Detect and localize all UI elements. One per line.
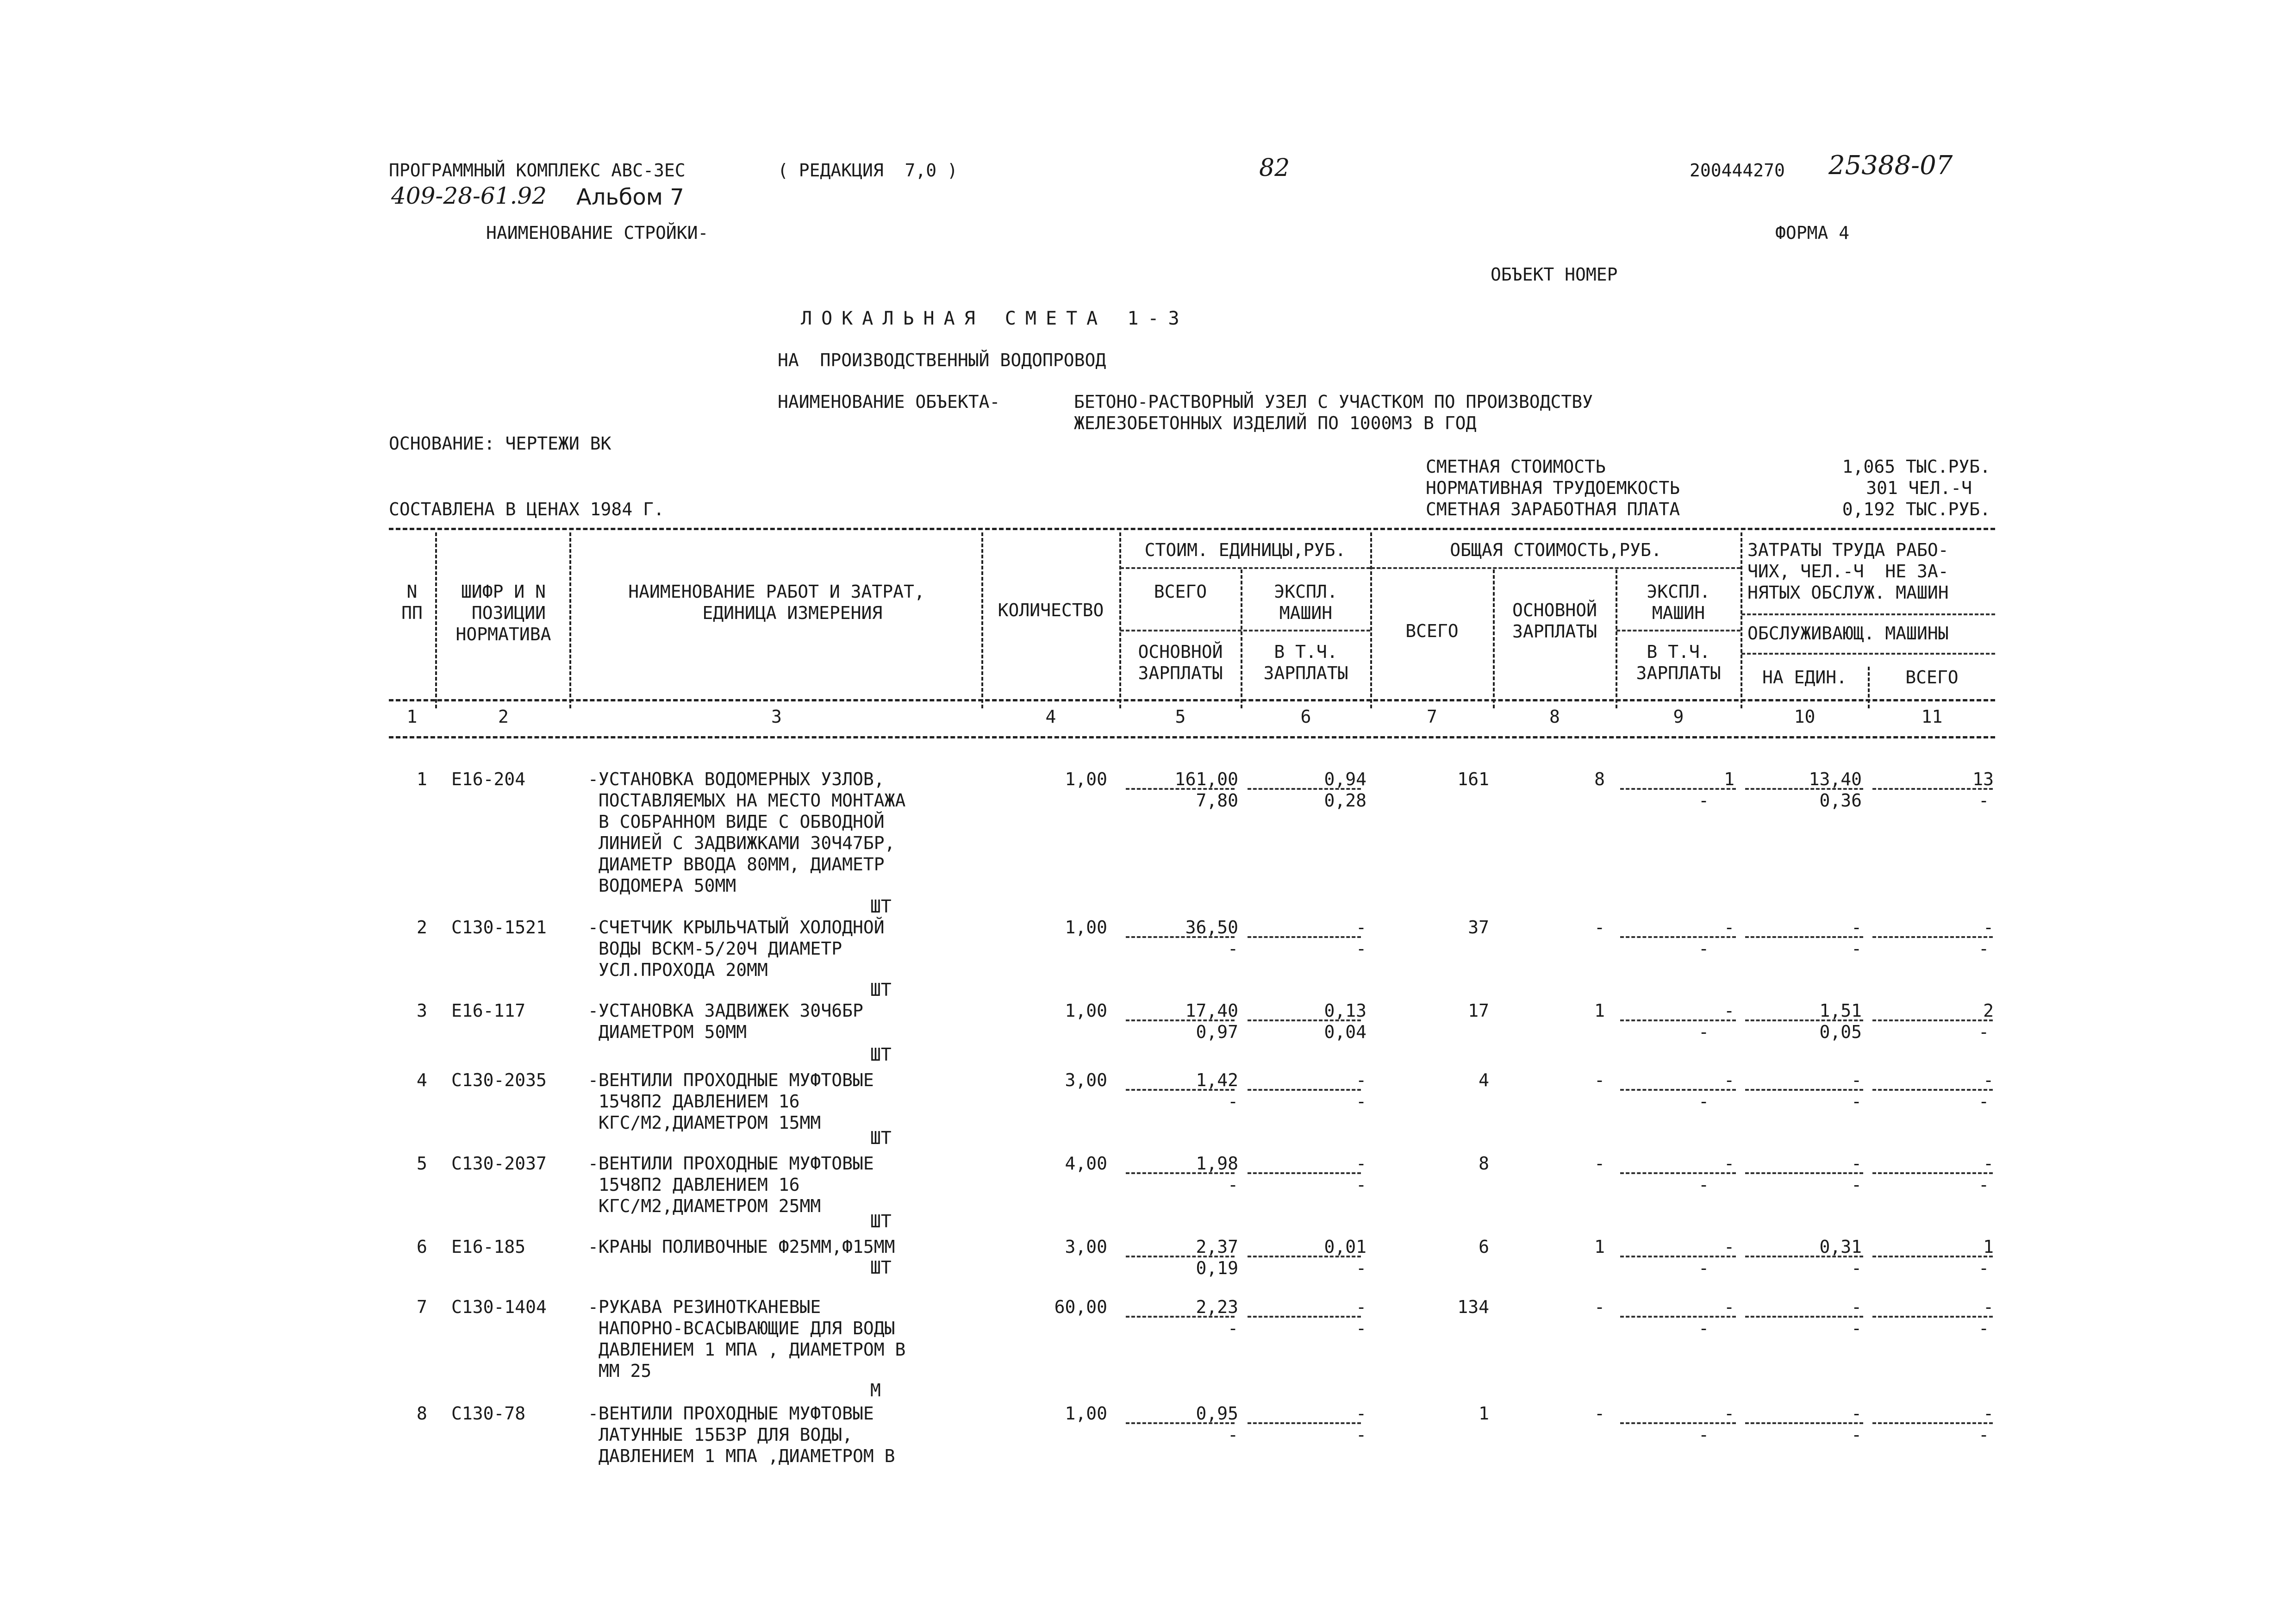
row-code: Е16-117 xyxy=(451,1000,526,1021)
row-name: -РУКАВА РЕЗИНОТКАНЕВЫЕ НАПОРНО-ВСАСЫВАЮЩИЕ ДЛЯ ВОДЫ ДАВЛЕНИЕМ 1 МПА , ДИАМЕТРОМ В ММ 25 xyxy=(588,1297,906,1381)
row-number: 5 xyxy=(417,1153,427,1174)
row-total-incl-wage: - xyxy=(1698,1425,1709,1445)
group-rule xyxy=(1120,567,1370,569)
col-number: 6 xyxy=(1300,706,1311,727)
th-unit-incl-wage: В Т.Ч. ЗАРПЛАТЫ xyxy=(1263,642,1348,683)
row-number: 8 xyxy=(417,1403,427,1424)
page-number: 82 xyxy=(1259,154,1290,182)
th-labor-service: ОБСЛУЖИВАЮЩ. МАШИНЫ xyxy=(1747,623,1949,644)
row-quantity: 4,00 xyxy=(1065,1153,1107,1174)
summary-label-labor: НОРМАТИВНАЯ ТРУДОЕМКОСТЬ xyxy=(1426,478,1680,498)
row-unit-incl-wage: 0,28 xyxy=(1324,790,1366,811)
row-quantity: 3,00 xyxy=(1065,1070,1107,1090)
row-unit-expl: - xyxy=(1356,1297,1366,1317)
row-unit-incl-wage: - xyxy=(1356,1258,1366,1278)
row-total-expl: - xyxy=(1724,1153,1734,1174)
row-unit-expl: - xyxy=(1356,917,1366,938)
group-rule xyxy=(1371,567,1741,569)
row-total-expl: - xyxy=(1724,1237,1734,1257)
row-labor-total: - xyxy=(1983,917,1994,938)
row-number: 1 xyxy=(417,769,427,789)
th-code: ШИФР И N ПОЗИЦИИ НОРМАТИВА xyxy=(455,581,551,644)
row-number: 2 xyxy=(417,917,427,938)
row-unit-total: 1,98 xyxy=(1196,1153,1238,1174)
row-unit-wage: - xyxy=(1228,1091,1238,1112)
row-labor-unit-service: - xyxy=(1851,1318,1862,1338)
th-total-all: ВСЕГО xyxy=(1405,621,1459,641)
summary-value-cost: 1,065 ТЫС.РУБ. xyxy=(1842,456,1990,477)
basis-label: ОСНОВАНИЕ: ЧЕРТЕЖИ ВК xyxy=(389,433,611,454)
numbers-rule xyxy=(389,736,1995,738)
row-labor-total: - xyxy=(1983,1070,1994,1090)
row-unit-total: 1,42 xyxy=(1196,1070,1238,1090)
row-total-wage: - xyxy=(1594,917,1605,938)
row-quantity: 3,00 xyxy=(1065,1237,1107,1257)
row-total-all: 6 xyxy=(1479,1237,1489,1257)
row-total-wage: 1 xyxy=(1594,1000,1605,1021)
row-number: 4 xyxy=(417,1070,427,1090)
row-total-wage: - xyxy=(1594,1070,1605,1090)
row-labor-unit-service: - xyxy=(1851,938,1862,959)
row-total-expl: - xyxy=(1724,1403,1734,1424)
row-unit: ШТ xyxy=(870,1211,892,1232)
row-unit-total: 17,40 xyxy=(1185,1000,1238,1021)
row-labor-total-service: - xyxy=(1978,1091,1989,1112)
row-unit-wage: 0,19 xyxy=(1196,1258,1238,1278)
row-unit-expl: - xyxy=(1356,1403,1366,1424)
row-code: С130-1404 xyxy=(451,1297,547,1317)
page-subtitle: НА ПРОИЗВОДСТВЕННЫЙ ВОДОПРОВОД xyxy=(778,350,1106,370)
th-name: НАИМЕНОВАНИЕ РАБОТ И ЗАТРАТ, ЕДИНИЦА ИЗМЕРЕНИЯ xyxy=(628,581,925,623)
col-number: 8 xyxy=(1549,706,1560,727)
row-unit-wage: - xyxy=(1228,1425,1238,1445)
row-labor-unit-service: 0,05 xyxy=(1819,1022,1862,1042)
col-number: 3 xyxy=(771,706,782,727)
th-total-incl-wage: В Т.Ч. ЗАРПЛАТЫ xyxy=(1636,642,1721,683)
row-name: -ВЕНТИЛИ ПРОХОДНЫЕ МУФТОВЫЕ 15Ч8П2 ДАВЛЕНИЕМ 16 КГС/М2,ДИАМЕТРОМ 15ММ xyxy=(588,1070,874,1133)
row-number: 3 xyxy=(417,1000,427,1021)
col-number: 2 xyxy=(498,706,509,727)
row-number: 7 xyxy=(417,1297,427,1317)
row-labor-unit: - xyxy=(1851,1070,1862,1090)
row-unit-wage: - xyxy=(1228,1318,1238,1338)
document-code: 200444270 xyxy=(1690,160,1785,181)
row-labor-total: - xyxy=(1983,1297,1994,1317)
row-labor-unit: - xyxy=(1851,1403,1862,1424)
summary-value-wage: 0,192 ТЫС.РУБ. xyxy=(1842,499,1990,519)
row-labor-total-service: - xyxy=(1978,1258,1989,1278)
row-total-incl-wage: - xyxy=(1698,790,1709,811)
handwritten-code: 25388-07 xyxy=(1828,150,1953,181)
row-unit: М xyxy=(870,1380,881,1400)
row-unit-wage: - xyxy=(1228,1175,1238,1195)
th-total-wage: ОСНОВНОЙ ЗАРПЛАТЫ xyxy=(1512,600,1597,642)
row-labor-unit-service: - xyxy=(1851,1258,1862,1278)
row-name: -УСТАНОВКА ВОДОМЕРНЫХ УЗЛОВ, ПОСТАВЛЯЕМЫХ НА МЕСТО МОНТАЖА В СОБРАННОМ ВИДЕ С ОБВОДНОЙ ЛИНИЕЙ С ЗАДВИЖКАМИ 30Ч47БР, ДИАМЕТР ВВОДА 80ММ, ДИАМЕТР ВОДОМЕРА 50ММ xyxy=(588,769,906,896)
row-total-all: 4 xyxy=(1479,1070,1489,1090)
row-labor-unit: 0,31 xyxy=(1819,1237,1862,1257)
col-number: 9 xyxy=(1673,706,1684,727)
col-divider xyxy=(435,532,437,708)
row-labor-total-service: - xyxy=(1978,1318,1989,1338)
row-unit: ШТ xyxy=(870,1257,892,1278)
row-labor-total-service: - xyxy=(1978,1425,1989,1445)
row-quantity: 1,00 xyxy=(1065,1403,1107,1424)
row-name: -ВЕНТИЛИ ПРОХОДНЫЕ МУФТОВЫЕ 15Ч8П2 ДАВЛЕНИЕМ 16 КГС/М2,ДИАМЕТРОМ 25ММ xyxy=(588,1153,874,1216)
row-code: С130-78 xyxy=(451,1403,526,1424)
row-unit-total: 36,50 xyxy=(1185,917,1238,938)
summary-label-wage: СМЕТНАЯ ЗАРАБОТНАЯ ПЛАТА xyxy=(1426,499,1680,519)
row-total-wage: - xyxy=(1594,1297,1605,1317)
row-unit-wage: 0,97 xyxy=(1196,1022,1238,1042)
group-rule xyxy=(1616,630,1741,631)
row-unit-incl-wage: 0,04 xyxy=(1324,1022,1366,1042)
row-total-wage: 8 xyxy=(1594,769,1605,789)
row-labor-unit: - xyxy=(1851,917,1862,938)
row-total-incl-wage: - xyxy=(1698,1091,1709,1112)
row-labor-total: - xyxy=(1983,1403,1994,1424)
row-labor-total: 13 xyxy=(1972,769,1994,789)
row-unit-total: 0,95 xyxy=(1196,1403,1238,1424)
row-labor-unit-service: 0,36 xyxy=(1819,790,1862,811)
row-unit-wage: - xyxy=(1228,938,1238,959)
group-rule xyxy=(1741,613,1995,615)
row-code: Е16-185 xyxy=(451,1237,526,1257)
row-total-incl-wage: - xyxy=(1698,1022,1709,1042)
row-labor-unit: 1,51 xyxy=(1819,1000,1862,1021)
summary-value-labor: 301 ЧЕЛ.-Ч xyxy=(1866,478,1972,498)
th-unit-cost-group: СТОИМ. ЕДИНИЦЫ,РУБ. xyxy=(1144,540,1346,560)
summary-label-cost: СМЕТНАЯ СТОИМОСТЬ xyxy=(1426,456,1606,477)
row-total-all: 17 xyxy=(1468,1000,1489,1021)
row-labor-unit: - xyxy=(1851,1153,1862,1174)
prices-label: СОСТАВЛЕНА В ЦЕНАХ 1984 Г. xyxy=(389,499,664,519)
row-name: -ВЕНТИЛИ ПРОХОДНЫЕ МУФТОВЫЕ ЛАТУННЫЕ 15Б3Р ДЛЯ ВОДЫ, ДАВЛЕНИЕМ 1 МПА ,ДИАМЕТРОМ В xyxy=(588,1403,895,1466)
construction-label: НАИМЕНОВАНИЕ СТРОЙКИ- xyxy=(486,223,709,243)
object-name-label: НАИМЕНОВАНИЕ ОБЪЕКТА- xyxy=(778,392,1000,412)
row-labor-total-service: - xyxy=(1978,1175,1989,1195)
row-total-expl: 1 xyxy=(1724,769,1734,789)
row-unit-wage: 7,80 xyxy=(1196,790,1238,811)
row-total-all: 8 xyxy=(1479,1153,1489,1174)
row-labor-total: - xyxy=(1983,1153,1994,1174)
th-unit-total: ВСЕГО xyxy=(1154,581,1207,602)
row-total-incl-wage: - xyxy=(1698,1175,1709,1195)
th-quantity: КОЛИЧЕСТВО xyxy=(998,600,1104,620)
row-code: С130-2037 xyxy=(451,1153,547,1174)
col-divider xyxy=(569,532,571,708)
row-unit: ШТ xyxy=(870,896,892,917)
row-name: -СЧЕТЧИК КРЫЛЬЧАТЫЙ ХОЛОДНОЙ ВОДЫ ВСКМ-5/20Ч ДИАМЕТР УСЛ.ПРОХОДА 20ММ xyxy=(588,917,885,980)
row-unit-incl-wage: - xyxy=(1356,1175,1366,1195)
col-number: 5 xyxy=(1175,706,1186,727)
row-total-all: 1 xyxy=(1479,1403,1489,1424)
row-total-all: 161 xyxy=(1457,769,1489,789)
row-total-expl: - xyxy=(1724,1000,1734,1021)
th-labor-unit: НА ЕДИН. xyxy=(1762,667,1847,688)
row-quantity: 1,00 xyxy=(1065,769,1107,789)
row-labor-total-service: - xyxy=(1978,1022,1989,1042)
object-name-line-1: БЕТОНО-РАСТВОРНЫЙ УЗЕЛ С УЧАСТКОМ ПО ПРОИЗВОДСТВУ xyxy=(1074,392,1593,412)
row-labor-unit-service: - xyxy=(1851,1091,1862,1112)
program-name: ПРОГРАММНЫЙ КОМПЛЕКС АВС-ЗЕС xyxy=(389,160,686,181)
row-total-expl: - xyxy=(1724,1297,1734,1317)
row-total-all: 37 xyxy=(1468,917,1489,938)
th-labor-total: ВСЕГО xyxy=(1905,667,1959,688)
row-unit-expl: 0,94 xyxy=(1324,769,1366,789)
row-labor-unit: - xyxy=(1851,1297,1862,1317)
row-total-expl: - xyxy=(1724,1070,1734,1090)
row-unit-expl: 0,01 xyxy=(1324,1237,1366,1257)
row-unit-incl-wage: - xyxy=(1356,1091,1366,1112)
group-rule xyxy=(1120,630,1370,631)
col-number: 7 xyxy=(1427,706,1437,727)
row-name: -УСТАНОВКА ЗАДВИЖЕК 30Ч6БР ДИАМЕТРОМ 50ММ xyxy=(588,1000,863,1042)
row-labor-unit-service: - xyxy=(1851,1175,1862,1195)
th-unit-expl: ЭКСПЛ. МАШИН xyxy=(1274,581,1338,623)
page-title: ЛОКАЛЬНАЯ СМЕТА 1-3 xyxy=(801,308,1189,329)
row-total-incl-wage: - xyxy=(1698,1258,1709,1278)
row-total-incl-wage: - xyxy=(1698,938,1709,959)
row-unit: ШТ xyxy=(870,1044,892,1065)
object-name-line-2: ЖЕЛЕЗОБЕТОННЫХ ИЗДЕЛИЙ ПО 1000М3 В ГОД xyxy=(1074,413,1477,433)
row-total-wage: - xyxy=(1594,1153,1605,1174)
row-name: -КРАНЫ ПОЛИВОЧНЫЕ Ф25ММ,Ф15ММ xyxy=(588,1237,895,1257)
form-label: ФОРМА 4 xyxy=(1775,223,1850,243)
row-number: 6 xyxy=(417,1237,427,1257)
th-row-number: N ПП xyxy=(401,581,423,623)
row-unit-total: 2,37 xyxy=(1196,1237,1238,1257)
row-labor-total: 1 xyxy=(1983,1237,1994,1257)
row-unit-incl-wage: - xyxy=(1356,938,1366,959)
row-quantity: 1,00 xyxy=(1065,1000,1107,1021)
row-total-wage: 1 xyxy=(1594,1237,1605,1257)
row-labor-unit-service: - xyxy=(1851,1425,1862,1445)
col-number: 10 xyxy=(1794,706,1816,727)
col-number: 4 xyxy=(1045,706,1056,727)
col-number: 1 xyxy=(406,706,418,727)
row-labor-unit: 13,40 xyxy=(1809,769,1862,789)
row-quantity: 60,00 xyxy=(1054,1297,1107,1317)
row-code: Е16-204 xyxy=(451,769,526,789)
row-unit-expl: - xyxy=(1356,1070,1366,1090)
row-code: С130-2035 xyxy=(451,1070,547,1090)
object-number-label: ОБЪЕКТ НОМЕР xyxy=(1491,264,1618,285)
row-quantity: 1,00 xyxy=(1065,917,1107,938)
row-unit-expl: 0,13 xyxy=(1324,1000,1366,1021)
row-unit: ШТ xyxy=(870,1128,892,1148)
row-unit-expl: - xyxy=(1356,1153,1366,1174)
header-rule xyxy=(389,699,1995,701)
th-unit-wage: ОСНОВНОЙ ЗАРПЛАТЫ xyxy=(1138,642,1223,683)
row-labor-total: 2 xyxy=(1983,1000,1994,1021)
row-labor-total-service: - xyxy=(1978,938,1989,959)
album-label: Альбом 7 xyxy=(576,184,684,210)
th-labor-group: ЗАТРАТЫ ТРУДА РАБО- ЧИХ, ЧЕЛ.-Ч НЕ ЗА- НЯТЫХ ОБСЛУЖ. МАШИН xyxy=(1747,540,1949,603)
row-unit-total: 2,23 xyxy=(1196,1297,1238,1317)
col-number: 11 xyxy=(1921,706,1943,727)
th-total-expl: ЭКСПЛ. МАШИН xyxy=(1647,581,1710,623)
group-rule xyxy=(1741,653,1995,655)
th-total-cost-group: ОБЩАЯ СТОИМОСТЬ,РУБ. xyxy=(1450,540,1662,560)
row-unit-incl-wage: - xyxy=(1356,1318,1366,1338)
row-code: С130-1521 xyxy=(451,917,547,938)
edition: ( РЕДАКЦИЯ 7,0 ) xyxy=(778,160,958,181)
row-labor-total-service: - xyxy=(1978,790,1989,811)
row-unit-incl-wage: - xyxy=(1356,1425,1366,1445)
table-top-rule xyxy=(389,528,1995,530)
row-unit: ШТ xyxy=(870,980,892,1000)
row-total-expl: - xyxy=(1724,917,1734,938)
row-total-incl-wage: - xyxy=(1698,1318,1709,1338)
row-total-all: 134 xyxy=(1457,1297,1489,1317)
handwritten-project: 409-28-61.92 xyxy=(391,182,547,209)
row-total-wage: - xyxy=(1594,1403,1605,1424)
row-unit-total: 161,00 xyxy=(1174,769,1238,789)
